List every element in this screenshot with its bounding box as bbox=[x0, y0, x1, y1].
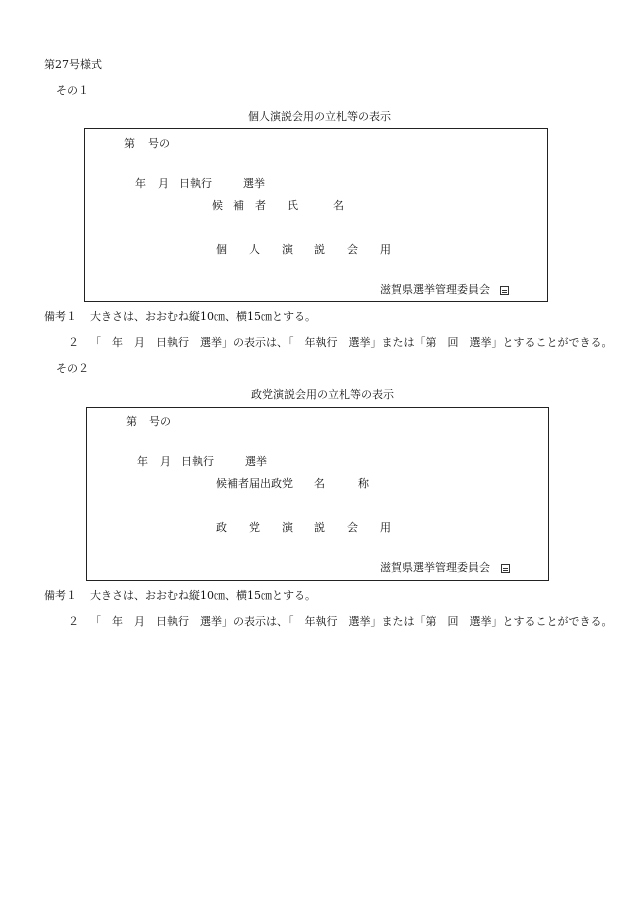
note-text: 大きさは、おおむね縦10㎝、横15㎝とする。 bbox=[90, 310, 316, 323]
section-title: 個人演説会用の立札等の表示 bbox=[248, 110, 391, 123]
sign-box bbox=[84, 128, 548, 302]
issuer-name: 滋賀県選挙管理委員会 bbox=[380, 283, 490, 296]
form-number: 第27号様式 bbox=[44, 58, 102, 71]
note-label: 備考１ bbox=[44, 589, 77, 602]
note-label: ２ bbox=[68, 615, 79, 628]
sign-box bbox=[86, 407, 549, 581]
issuer-name: 滋賀県選挙管理委員会 bbox=[380, 561, 490, 574]
note-text: 「 年 月 日執行 選挙」の表示は、「 年執行 選挙」または「第 回 選挙」とすることができる。 bbox=[90, 615, 613, 628]
seal-icon bbox=[500, 286, 509, 295]
note-label: 備考１ bbox=[44, 310, 77, 323]
note-label: ２ bbox=[68, 336, 79, 349]
note-text: 大きさは、おおむね縦10㎝、横15㎝とする。 bbox=[90, 589, 316, 602]
section-label: その１ bbox=[56, 84, 89, 97]
note-text: 「 年 月 日執行 選挙」の表示は、「 年執行 選挙」または「第 回 選挙」とすることができる。 bbox=[90, 336, 613, 349]
seal-icon bbox=[501, 564, 510, 573]
section-label: その２ bbox=[56, 362, 89, 375]
section-title: 政党演説会用の立札等の表示 bbox=[251, 388, 394, 401]
